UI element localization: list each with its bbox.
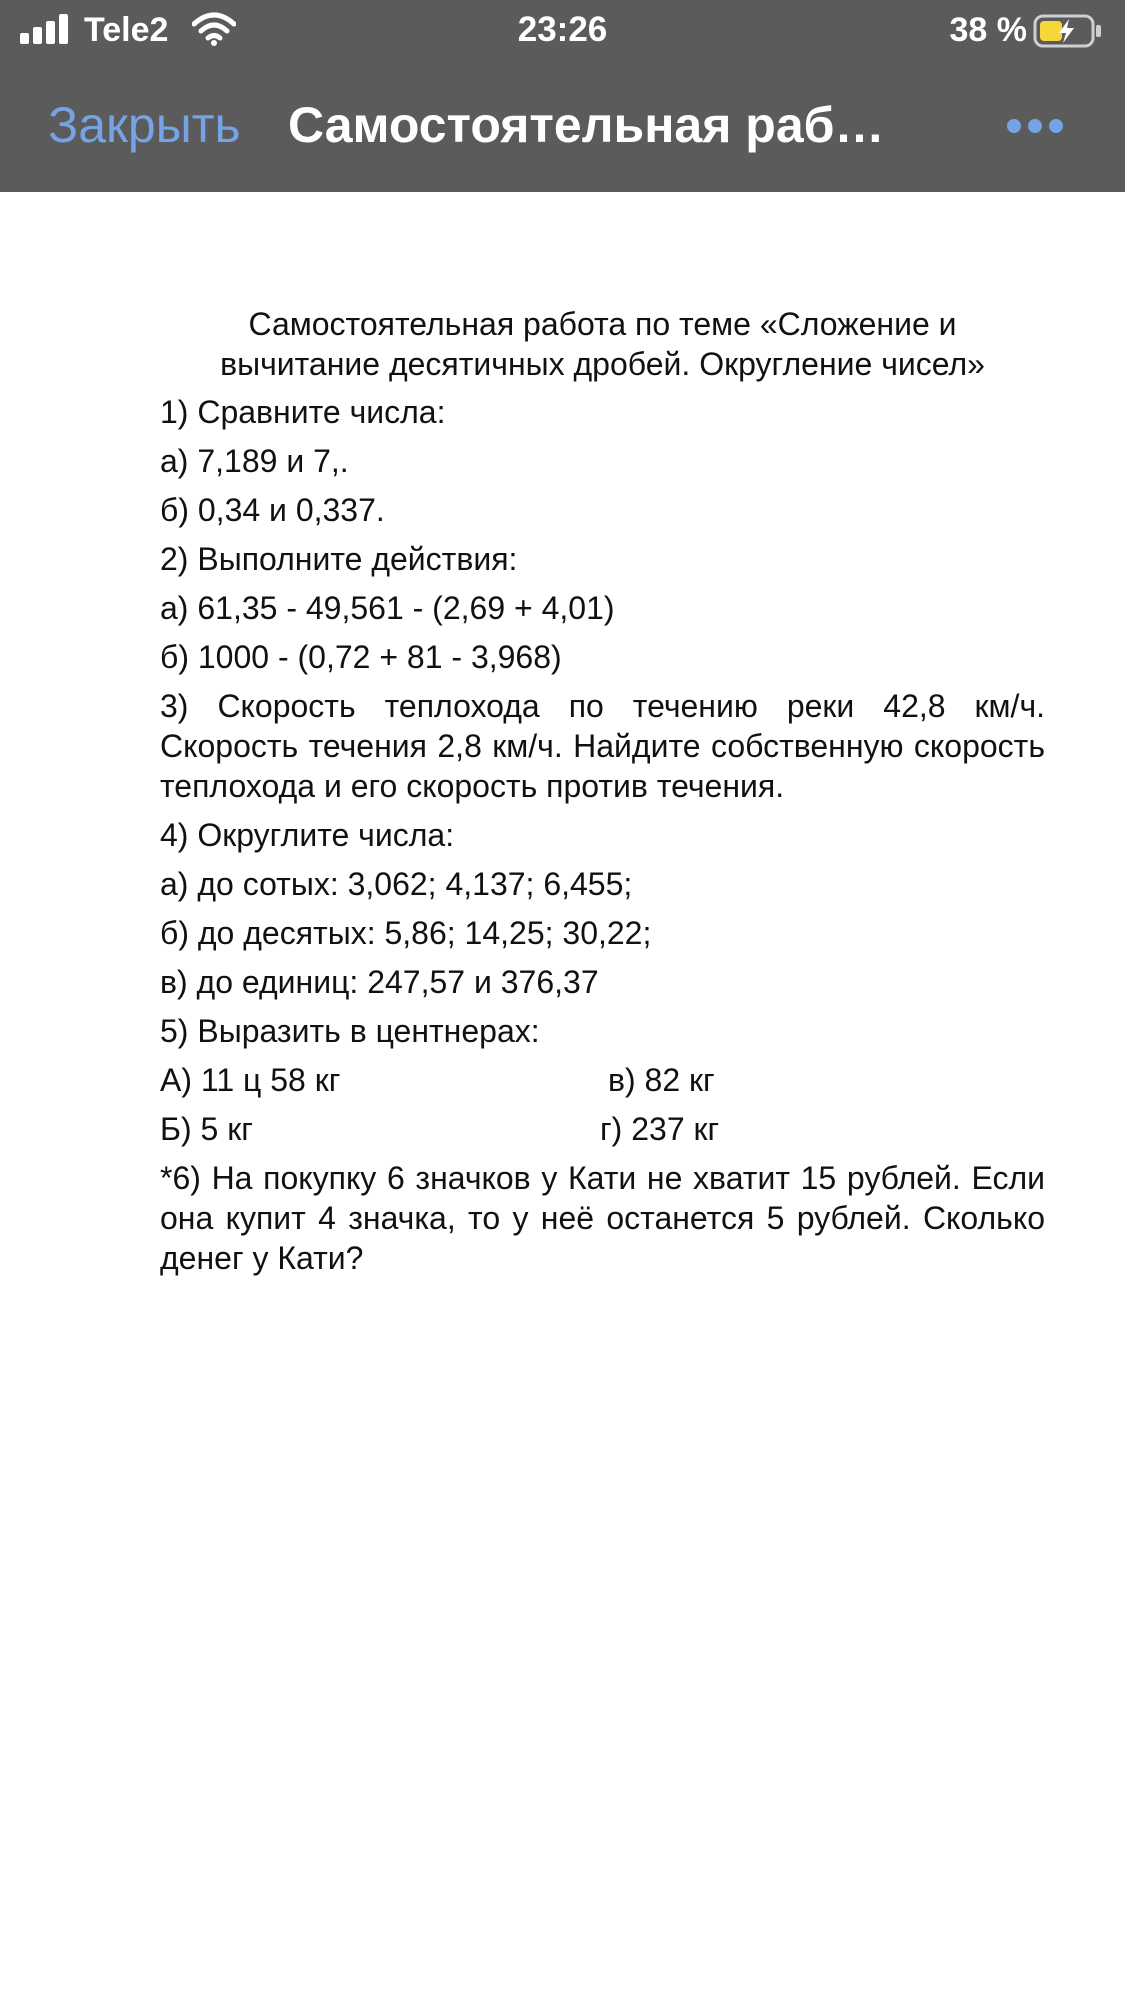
task-5g: г) 237 кг xyxy=(600,1111,720,1147)
task-6: *6) На покупку 6 значков у Кати не хватит 15 рублей. Если она купит 4 значка, то у неё останется 5 рублей. Сколько денег у Кати? xyxy=(160,1160,1045,1276)
task-5v: в) 82 кг xyxy=(608,1062,715,1098)
task-5a: А) 11 ц 58 кг xyxy=(160,1062,341,1098)
close-button[interactable]: Закрыть xyxy=(48,97,241,153)
task-2: 2) Выполните действия: xyxy=(160,541,518,577)
status-time: 23:26 xyxy=(517,10,608,49)
worksheet-title-line-1: Самостоятельная работа по теме «Сложение и xyxy=(248,306,957,342)
document-title: Самостоятельная раб… xyxy=(288,97,885,153)
status-bar xyxy=(0,0,1125,64)
battery-charging-icon xyxy=(1033,14,1103,48)
document-content xyxy=(160,304,1045,1287)
task-1a: а) 7,189 и 7,. xyxy=(160,443,349,479)
task-4: 4) Округлите числа: xyxy=(160,817,455,853)
task-5-row-2 xyxy=(160,1109,1045,1149)
task-4c: в) до единиц: 247,57 и 376,37 xyxy=(160,964,599,1000)
task-4a: а) до сотых: 3,062; 4,137; 6,455; xyxy=(160,866,633,902)
worksheet-title-line-2: вычитание десятичных дробей. Округление чисел» xyxy=(220,346,985,382)
task-1: 1) Сравните числа: xyxy=(160,394,446,430)
nav-bar xyxy=(0,80,1125,170)
carrier-name: Tele2 xyxy=(84,11,169,49)
battery-percent: 38 % xyxy=(949,11,1027,49)
task-5: 5) Выразить в центнерах: xyxy=(160,1013,540,1049)
worksheet-title xyxy=(160,304,1045,384)
task-1b: б) 0,34 и 0,337. xyxy=(160,492,385,528)
task-5b: Б) 5 кг xyxy=(160,1111,253,1147)
task-3: 3) Скорость теплохода по течению реки 42,8 км/ч. Скорость течения 2,8 км/ч. Найдите собственную скорость теплохода и его скорость против течения. xyxy=(160,688,1045,804)
task-2a: а) 61,35 - 49,561 - (2,69 + 4,01) xyxy=(160,590,615,626)
more-dots-icon[interactable] xyxy=(1005,110,1065,140)
task-5-row-1 xyxy=(160,1060,1045,1100)
task-4b: б) до десятых: 5,86; 14,25; 30,22; xyxy=(160,915,652,951)
task-2b: б) 1000 - (0,72 + 81 - 3,968) xyxy=(160,639,562,675)
app-header xyxy=(0,0,1125,192)
